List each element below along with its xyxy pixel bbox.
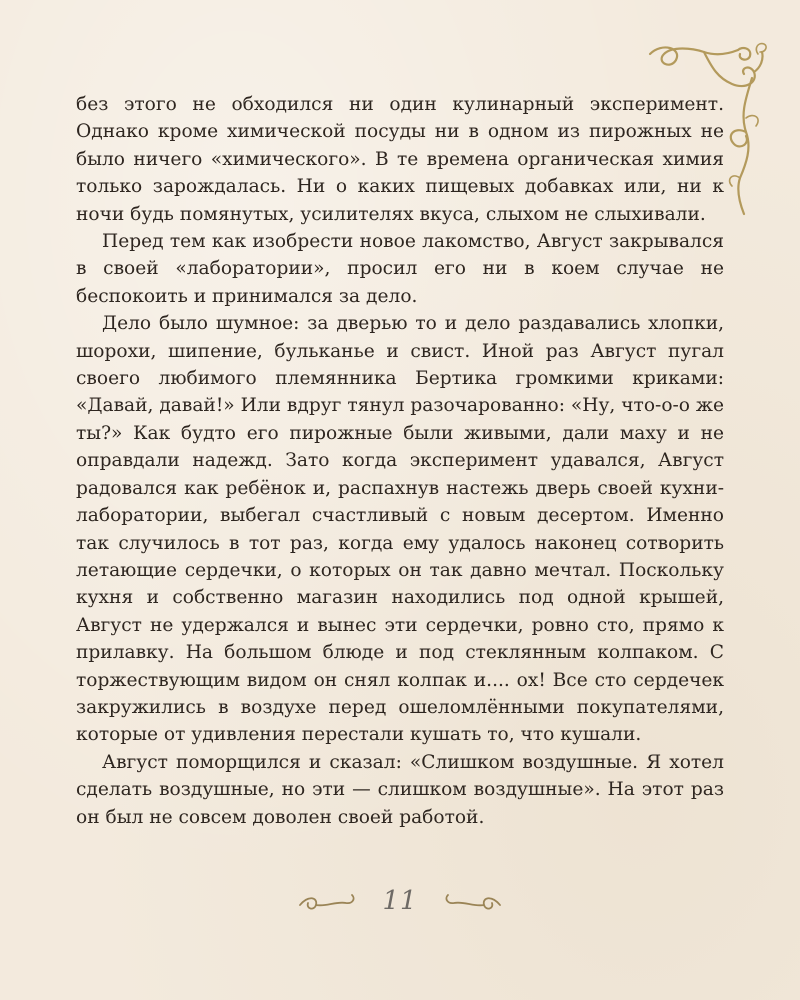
body-text <box>76 91 724 831</box>
page-number: 11 <box>382 886 418 916</box>
paragraph-2: Перед тем как изобрести новое лакомство, Август закрывался в своей «лаборатории», просил его ни в коем случае не беспокоить и принимался за дело. <box>76 231 724 307</box>
paragraph-4: Август поморщился и сказал: «Слишком воздушные. Я хотел сделать воздушные, но эти — слишком воздушные». На этот раз он был не совсем доволен своей работой. <box>76 751 724 828</box>
paragraph-1: без этого не обходился ни один кулинарный эксперимент. Однако кроме химической посуды ни в одном из пирожных не было ничего «химического». В те времена органическая химия только зарождалась. Ни о каких пищевых добавках или, ни к ночи будь помянутых, усилителях вкуса, слыхом не слыхивали. <box>76 94 724 225</box>
paragraph-3: Дело было шумное: за дверью то и дело раздавались хлопки, шорохи, шипение, бульканье и свист. Иной раз Август пугал своего любимого племянника Бертика громкими криками: «Давай, давай!» Или вдруг тянул разочарованно: «Ну, что-о-о же ты?» Как будто его пирожные были живыми, дали маху и не оправдали надежд. Зато когда эксперимент удавался, Август радовался как ребёнок и, распахнув настежь дверь своей кухни-лаборатории, выбегал счастливый с новым десертом. Именно так случилось в тот раз, когда ему удалось наконец сотворить летающие сердечки, о которых он так давно мечтал. Поскольку кухня и собственно магазин находились под одной крышей, Август не удержался и вынес эти сердечки, ровно сто, прямо к прилавку. На большом блюде и под стеклянным колпаком. С торжествующим видом он снял колпак и.... ох! Все сто сердечек закружились в воздухе перед ошеломлёнными покупателями, которые от удивления перестали кушать то, что кушали. <box>76 313 725 746</box>
page-number-footer <box>0 883 800 923</box>
